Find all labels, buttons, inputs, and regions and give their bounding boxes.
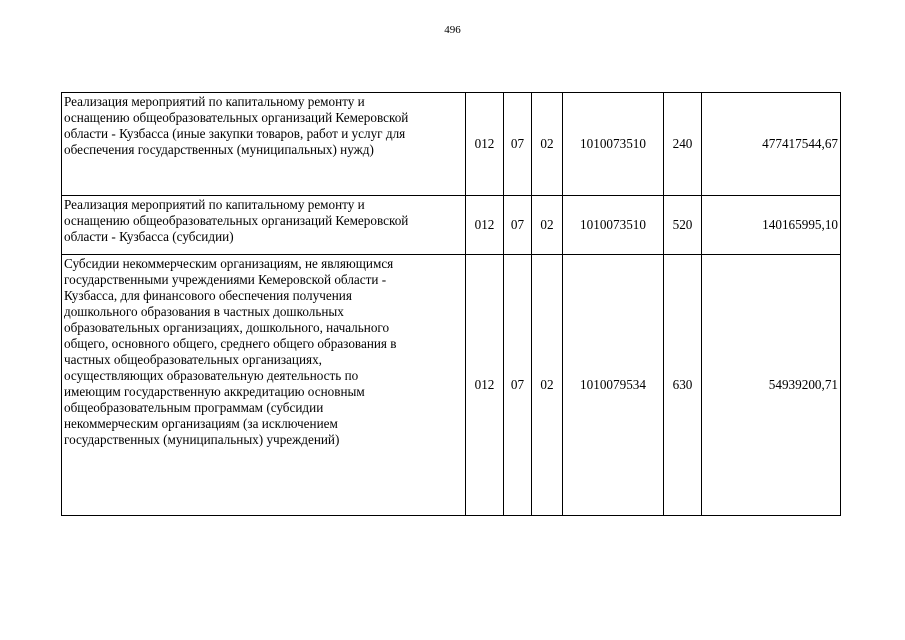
subsection-code: 02	[532, 196, 563, 255]
section-code: 07	[504, 255, 532, 516]
expense-type-code: 630	[664, 255, 702, 516]
section-code: 07	[504, 93, 532, 196]
row-description: Реализация мероприятий по капитальному ремонту и оснащению общеобразовательных организаций Кемеровской области - Кузбасса (иные закупки товаров, работ и услуг для обеспечения государственных (муниципальных) нужд)	[62, 93, 466, 196]
amount: 54939200,71	[702, 255, 841, 516]
table-row	[62, 255, 841, 516]
section-code: 07	[504, 196, 532, 255]
ministry-code: 012	[466, 255, 504, 516]
target-article-code: 1010079534	[563, 255, 664, 516]
ministry-code: 012	[466, 196, 504, 255]
ministry-code: 012	[466, 93, 504, 196]
page-number: 496	[444, 24, 461, 36]
target-article-code: 1010073510	[563, 93, 664, 196]
amount: 140165995,10	[702, 196, 841, 255]
subsection-code: 02	[532, 255, 563, 516]
table-row	[62, 93, 841, 196]
row-description: Реализация мероприятий по капитальному ремонту и оснащению общеобразовательных организаций Кемеровской области - Кузбасса (субсидии)	[62, 196, 466, 255]
target-article-code: 1010073510	[563, 196, 664, 255]
budget-table	[61, 92, 841, 516]
subsection-code: 02	[532, 93, 563, 196]
expense-type-code: 520	[664, 196, 702, 255]
row-description: Субсидии некоммерческим организациям, не являющимся государственными учреждениями Кемеровской области - Кузбасса, для финансового обеспечения получения дошкольного образования в частных дошкольных образовательных организациях, дошкольного, начального общего, основного общего, среднего общего образования в частных общеобразовательных организациях, осуществляющих образовательную деятельность по имеющим государственную аккредитацию основным общеобразовательным программам (субсидии некоммерческим организациям (за исключением государственных (муниципальных) учреждений)	[62, 255, 466, 516]
amount: 477417544,67	[702, 93, 841, 196]
table-row	[62, 196, 841, 255]
expense-type-code: 240	[664, 93, 702, 196]
